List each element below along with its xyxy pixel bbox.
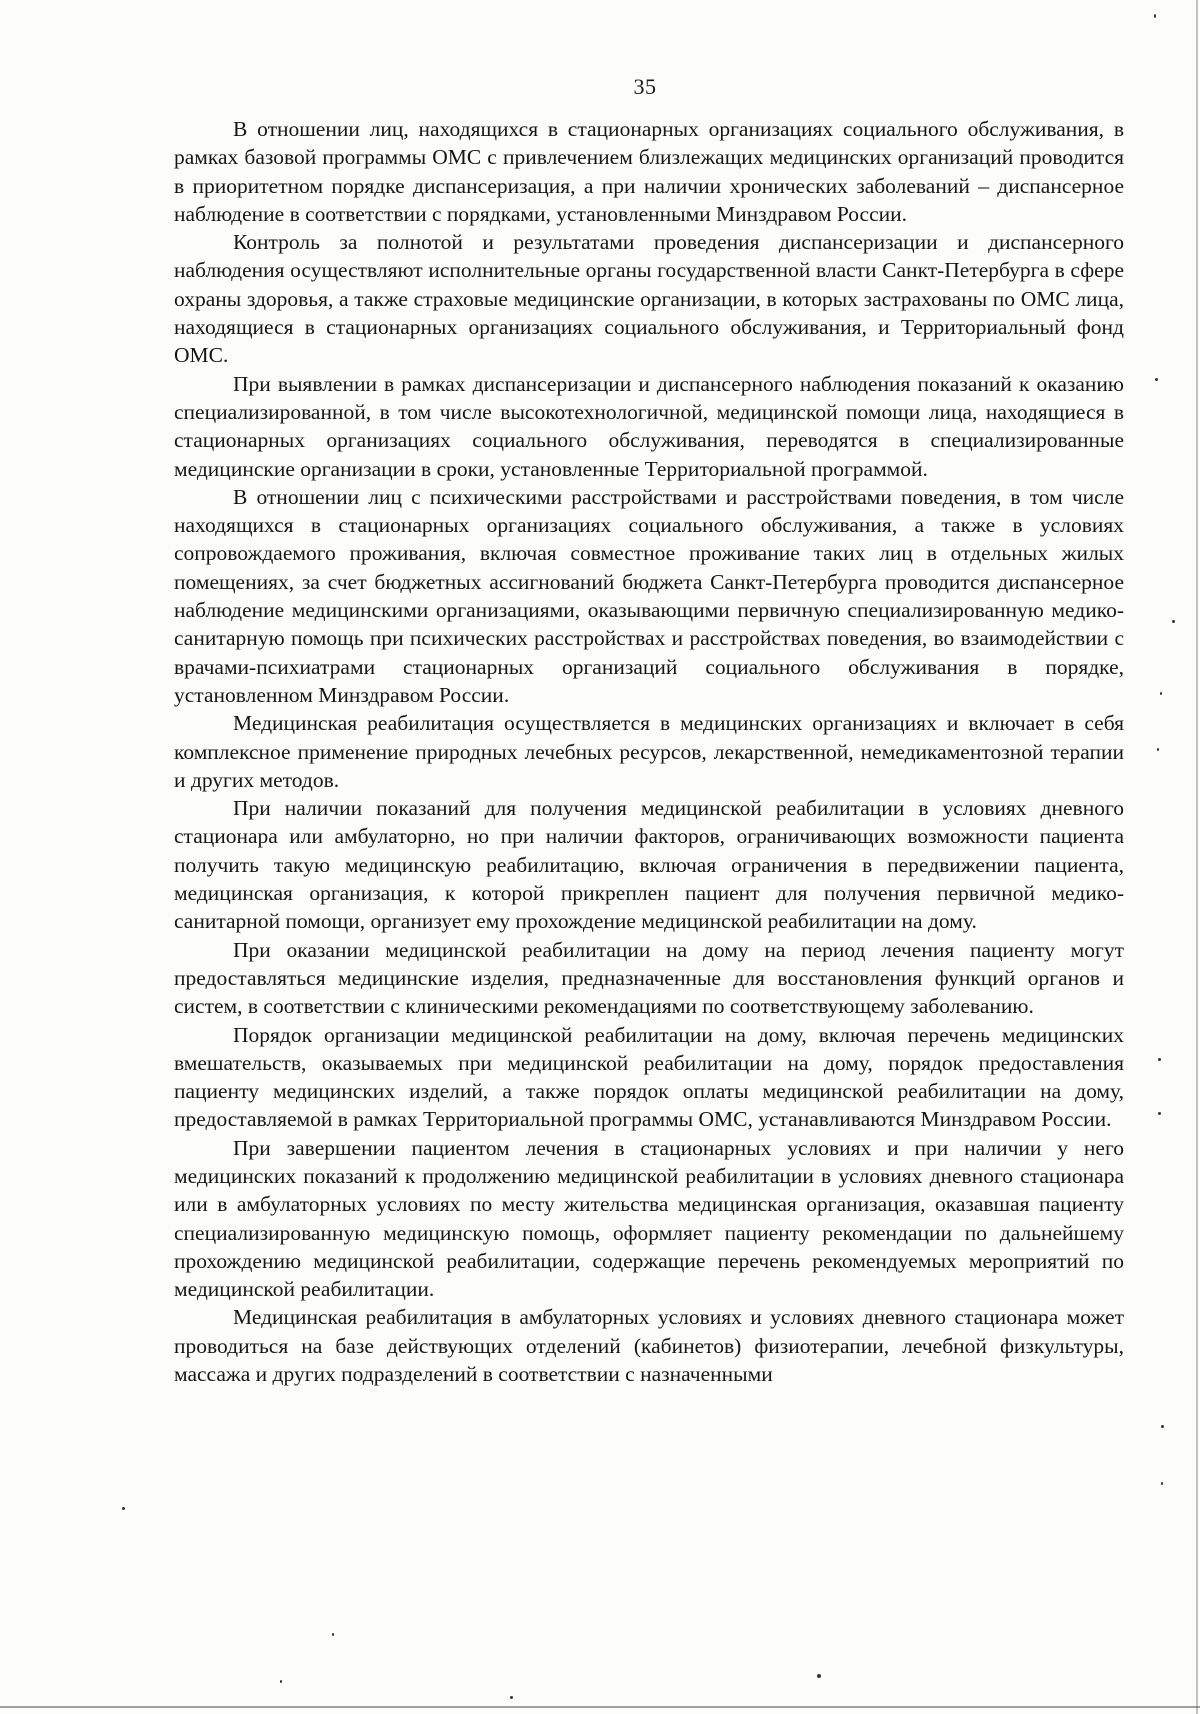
scan-speck — [1157, 748, 1159, 751]
paragraph: Порядок организации медицинской реабилитации на дому, включая перечень медицинских вмешательств, оказываемых при медицинской реабилитации на дому, порядок предоставления пациенту медицинских изделий, а также порядок оплаты медицинской реабилитации на дому, предоставляемой в рамках Территориальной программы ОМС, устанавливаются Минздравом России. — [174, 1022, 1124, 1132]
paragraph: При завершении пациентом лечения в стационарных условиях и при наличии у него медицинских показаний к продолжению медицинской реабилитации в условиях дневного стационара или в амбулаторных условиях по месту жительства медицинская организация, оказавшая пациенту специализированную медицинскую помощь, оформляет пациенту рекомендации по дальнейшему прохождению медицинской реабилитации, содержащие перечень рекомендуемых мероприятий по медицинской реабилитации. — [174, 1135, 1124, 1302]
paragraph: Медицинская реабилитация в амбулаторных условиях и условиях дневного стационара может проводиться на базе действующих отделений (кабинетов) физиотерапии, лечебной физкультуры, массажа и других подразделений в соответствии с назначенными — [174, 1305, 1124, 1387]
document-body — [174, 115, 1124, 1388]
scan-speck — [1161, 1482, 1163, 1485]
scan-speck — [1160, 692, 1162, 695]
scan-speck — [332, 1633, 334, 1636]
scan-speck — [1161, 1425, 1164, 1428]
page-number: 35 — [633, 74, 657, 99]
scan-edge-line — [1196, 0, 1198, 1714]
scan-speck — [1158, 1112, 1161, 1115]
scan-speck — [1158, 1058, 1161, 1061]
scan-edge-line — [0, 1706, 1200, 1708]
scan-speck — [1155, 378, 1158, 381]
paragraph: При наличии показаний для получения медицинской реабилитации в условиях дневного стационара или амбулаторно, но при наличии факторов, ограничивающих возможности пациента получить такую медицинскую реабилитацию, включая ограничения в передвижении пациента, медицинская организация, к которой прикреплен пациент для получения первичной медико-санитарной помощи, организует ему прохождение медицинской реабилитации на дому. — [174, 796, 1124, 934]
scan-speck — [1154, 14, 1156, 18]
paragraph: При выявлении в рамках диспансеризации и диспансерного наблюдения показаний к оказанию специализированной, в том числе высокотехнологичной, медицинской помощи лица, находящиеся в стационарных организациях социального обслуживания, переводятся в специализированные медицинские организации в сроки, установленные Территориальной программой. — [174, 371, 1124, 481]
scan-speck — [510, 1696, 513, 1699]
paragraph: Медицинская реабилитация осуществляется в медицинских организациях и включает в себя комплексное применение природных лечебных ресурсов, лекарственной, немедикаментозной терапии и других методов. — [174, 711, 1124, 792]
paragraph: Контроль за полнотой и результатами проведения диспансеризации и диспансерного наблюдения осуществляют исполнительные органы государственной власти Санкт-Петербурга в сфере охраны здоровья, а также страховые медицинские организации, в которых застрахованы по ОМС лица, находящиеся в стационарных организациях социального обслуживания, и Территориальный фонд ОМС. — [174, 230, 1124, 368]
scan-speck — [280, 1680, 282, 1683]
paragraph: При оказании медицинской реабилитации на дому на период лечения пациенту могут предоставляться медицинские изделия, предназначенные для восстановления функций органов и систем, в соответствии с клиническими рекомендациями по соответствующему заболеванию. — [174, 937, 1124, 1019]
paragraph: В отношении лиц, находящихся в стационарных организациях социального обслуживания, в рамках базовой программы ОМС с привлечением близлежащих медицинских организаций проводится в приоритетном порядке диспансеризация, а при наличии хронических заболеваний – диспансерное наблюдение в соответствии с порядками, установленными Минздравом России. — [174, 117, 1124, 226]
paragraph: В отношении лиц с психическими расстройствами и расстройствами поведения, в том числе находящихся в стационарных организациях социального обслуживания, а также в условиях сопровождаемого проживания, включая совместное проживание таких лиц в отдельных жилых помещениях, за счет бюджетных ассигнований бюджета Санкт-Петербурга проводится диспансерное наблюдение медицинскими организациями, оказывающими первичную специализированную медико-санитарную помощь при психических расстройствах и расстройствах поведения, во взаимодействии с врачами-психиатрами стационарных организаций социального обслуживания в порядке, установленном Минздравом России. — [174, 484, 1124, 707]
scan-speck — [1172, 620, 1175, 623]
scan-speck — [122, 1507, 125, 1510]
scan-speck — [817, 1674, 821, 1678]
